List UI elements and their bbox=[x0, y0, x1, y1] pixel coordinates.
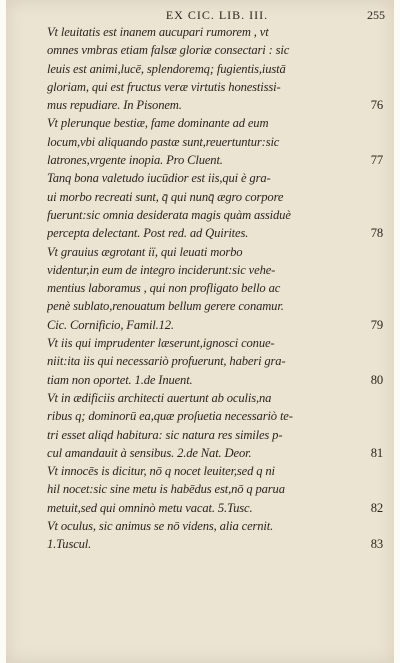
entry bbox=[47, 517, 387, 554]
entry-line-text: Vt oculus, sic animus se nō videns, alia cernit. bbox=[47, 519, 274, 534]
entry-line-text: Vt plerunque bestiæ, fame dominante ad eum bbox=[47, 116, 269, 131]
entry-line bbox=[47, 535, 387, 553]
entry-number: 81 bbox=[370, 445, 383, 460]
entry-line bbox=[47, 133, 387, 151]
entry-line bbox=[47, 41, 387, 59]
entry-line-text: ui morbo recreati sunt, q̄ qui nunq̄ ægro corpore bbox=[47, 189, 284, 204]
entry-line-text: locum,vbi aliquando pastæ sunt,reuertuntur:sic bbox=[47, 134, 280, 149]
entry-line-text: penè sublato,renouatum bellum gerere conamur. bbox=[47, 299, 284, 314]
entry-line bbox=[47, 426, 387, 444]
entry-line bbox=[47, 78, 387, 96]
entry-line bbox=[47, 462, 387, 480]
entry-line-text: Vt iis qui imprudenter læserunt,ignosci conue- bbox=[47, 336, 275, 351]
entry-line-text: omnes vmbras etiam falsæ gloriæ consectari : sic bbox=[47, 43, 290, 58]
entry-line bbox=[47, 334, 387, 352]
entry-line-text: fuerunt:sic omnia desiderata magis quàm assiduè bbox=[47, 207, 291, 222]
entry-line bbox=[47, 371, 387, 389]
entry-line bbox=[47, 517, 387, 535]
entry-line-text: mentius laboramus , qui non profligato bello ac bbox=[47, 281, 281, 296]
entry-line-text: Vt in ædificiis architecti auertunt ab oculis,na bbox=[47, 390, 272, 405]
entry-line bbox=[47, 151, 387, 169]
entry-line-text: cul amandauit à sensibus. 2.de Nat. Deor. bbox=[47, 445, 252, 460]
entry-line-text: tiam non oportet. 1.de Inuent. bbox=[47, 372, 193, 387]
entry-line bbox=[47, 407, 387, 425]
entry-number: 83 bbox=[370, 537, 383, 552]
entry-line bbox=[47, 224, 387, 242]
book-page bbox=[6, 0, 394, 663]
entry bbox=[47, 23, 387, 114]
entry-line bbox=[47, 96, 387, 114]
entry-number: 79 bbox=[370, 317, 383, 332]
entry-line-text: percepta delectant. Post red. ad Quirites. bbox=[47, 226, 249, 241]
entry-line bbox=[47, 169, 387, 187]
entry-line-text: Vt innocēs is dicitur, nō q nocet leuiter,sed q ni bbox=[47, 464, 275, 479]
entry-line-text: mus repudiare. In Pisonem. bbox=[47, 98, 182, 113]
entry-number: 80 bbox=[370, 372, 383, 387]
entry-line-text: gloriam, qui est fructus veræ virtutis honestissi- bbox=[47, 79, 281, 94]
entry-line bbox=[47, 297, 387, 315]
entry bbox=[47, 334, 387, 389]
page-number: 255 bbox=[367, 8, 385, 22]
entry-line bbox=[47, 114, 387, 132]
running-head: EX CIC. LIB. III. bbox=[165, 8, 269, 22]
entry-line bbox=[47, 499, 387, 517]
entry-line-text: tri esset aliqd habitura: sic natura res similes p- bbox=[47, 427, 283, 442]
entry-line bbox=[47, 480, 387, 498]
entry-line-text: latrones,vrgente inopia. Pro Cluent. bbox=[47, 153, 223, 168]
page-header bbox=[47, 6, 387, 23]
entry-line bbox=[47, 243, 387, 261]
entry bbox=[47, 389, 387, 462]
entry-line-text: leuis est animi,lucē, splendoremq; fugientis,iustā bbox=[47, 61, 286, 76]
entry-line-text: Cic. Cornificio, Famil.12. bbox=[47, 317, 174, 332]
entry-line-text: metuit,sed qui omninò metu vacat. 5.Tusc. bbox=[47, 500, 253, 515]
entry-line-text: ribus q; dominorū ea,quæ proſuetia necessariò te- bbox=[47, 409, 293, 424]
entry-number: 82 bbox=[370, 500, 383, 515]
entry-line-text: niit:ita iis qui necessariò profuerunt, haberi gra- bbox=[47, 354, 286, 369]
entry bbox=[47, 243, 387, 334]
entry-line-text: hil nocet:sic sine metu is habēdus est,nō q parua bbox=[47, 482, 285, 497]
entry-line bbox=[47, 23, 387, 41]
entry bbox=[47, 114, 387, 169]
entry-line bbox=[47, 389, 387, 407]
entry-line bbox=[47, 352, 387, 370]
entry-number: 78 bbox=[370, 226, 383, 241]
entry-line bbox=[47, 188, 387, 206]
entry-line-text: 1.Tuscul. bbox=[47, 537, 92, 552]
entry-number: 76 bbox=[370, 98, 383, 113]
entry-line-text: Vt leuitatis est inanem aucupari rumorem , vt bbox=[47, 25, 269, 39]
entry-line-text: Vt grauius ægrotant iï, qui leuati morbo bbox=[47, 244, 243, 259]
entry bbox=[47, 462, 387, 517]
entry-line bbox=[47, 444, 387, 462]
entry-line bbox=[47, 206, 387, 224]
entry-number: 77 bbox=[370, 153, 383, 168]
entry-line bbox=[47, 60, 387, 78]
entry bbox=[47, 169, 387, 242]
entry-line-text: videntur,in eum de integro inciderunt:sic vehe- bbox=[47, 262, 276, 277]
entry-line bbox=[47, 316, 387, 334]
entry-line-text: Tanq bona valetudo iucūdior est iis,qui è gra- bbox=[47, 171, 271, 186]
entry-line bbox=[47, 261, 387, 279]
entry-line bbox=[47, 279, 387, 297]
page-text bbox=[47, 6, 387, 554]
